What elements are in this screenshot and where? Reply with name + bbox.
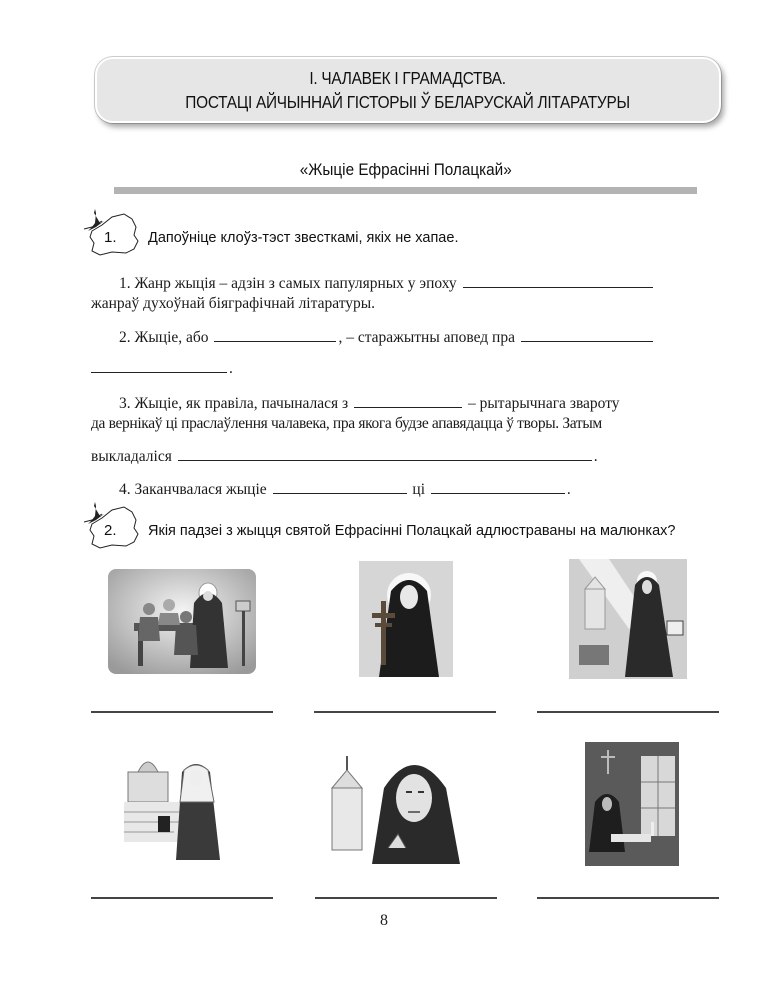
- cloze-text: .: [566, 481, 571, 498]
- cloze-text: выкладаліся: [91, 448, 172, 465]
- answer-line-2[interactable]: [314, 711, 496, 713]
- task-1-instruction: Дапоўніце клоўз-тэст звесткамі, якіх не хапае.: [148, 230, 459, 246]
- cloze-blank[interactable]: [273, 479, 407, 494]
- cloze-item-2-cont: [91, 358, 721, 379]
- cloze-text: жанраў духоўнай біяграфічнай літаратуры.: [91, 295, 376, 312]
- cloze-text: .: [593, 448, 598, 465]
- cloze-text: 3. Жыціе, як правіла, пачыналася з: [119, 395, 349, 412]
- page-number: 8: [380, 912, 388, 929]
- cloze-blank[interactable]: [214, 327, 336, 342]
- task-2-instruction: Якія падзеі з жыцця святой Ефрасінні Полацкай адлюстраваны на малюнках?: [148, 523, 676, 539]
- cloze-text: 2. Жыціе, або: [119, 329, 209, 346]
- illustration-ray-of-light: [569, 559, 687, 679]
- cloze-item-1: [91, 273, 749, 294]
- chapter-title-line-2: ПОСТАЦІ АЙЧЫННАЙ ГІСТОРЫІ Ў БЕЛАРУСКАЙ ЛІТАРАТУРЫ: [185, 92, 631, 112]
- task-1-number: 1.: [104, 229, 117, 246]
- task-2-header: [82, 498, 742, 554]
- cloze-item-2: [91, 327, 749, 348]
- cloze-blank[interactable]: [521, 327, 653, 342]
- task-1-header: [82, 205, 742, 261]
- illustration-writing-by-window: [585, 742, 679, 866]
- cloze-item-1-cont: [91, 294, 721, 314]
- cloze-item-4: [91, 479, 749, 500]
- cloze-text: 1. Жанр жыція – адзін з самых папулярных у эпоху: [119, 275, 457, 292]
- cloze-text: .: [229, 360, 233, 377]
- cloze-text: , – старажытны аповед пра: [338, 329, 515, 346]
- chapter-banner: [95, 57, 721, 123]
- chapter-title-line-1: І. ЧАЛАВЕК І ГРАМАДСТВА.: [309, 68, 507, 88]
- section-divider: [114, 187, 697, 194]
- cloze-text: 4. Заканчвалася жыціе: [119, 481, 267, 498]
- illustration-young-with-book: [124, 742, 226, 862]
- cloze-item-3: [91, 393, 749, 414]
- answer-line-4[interactable]: [91, 897, 273, 899]
- answer-line-3[interactable]: [537, 711, 719, 713]
- section-title-text: «Жыціе Ефрасінні Полацкай»: [299, 160, 512, 179]
- answer-line-1[interactable]: [91, 711, 273, 713]
- cloze-text: ці: [412, 481, 426, 498]
- cloze-blank[interactable]: [178, 446, 592, 461]
- cloze-blank[interactable]: [91, 358, 227, 373]
- cloze-text: да вернікаў ці праслаўлення чалавека, пра якога будзе апавядацца ў творы. Затым: [91, 415, 602, 432]
- illustration-teaching-children: [104, 563, 260, 678]
- cloze-item-3-cont: [91, 414, 721, 434]
- cloze-blank[interactable]: [463, 273, 653, 288]
- illustration-dark-veil-church: [328, 748, 478, 864]
- cloze-item-3-cont2: [91, 446, 721, 467]
- answer-line-6[interactable]: [537, 897, 719, 899]
- illustration-icon-with-cross: [359, 561, 453, 677]
- task-2-number: 2.: [104, 522, 117, 539]
- cloze-blank[interactable]: [431, 479, 565, 494]
- section-title: [114, 160, 697, 180]
- cloze-text: – рытарычнага звароту: [467, 395, 620, 412]
- answer-line-5[interactable]: [315, 897, 497, 899]
- cloze-blank[interactable]: [354, 393, 462, 408]
